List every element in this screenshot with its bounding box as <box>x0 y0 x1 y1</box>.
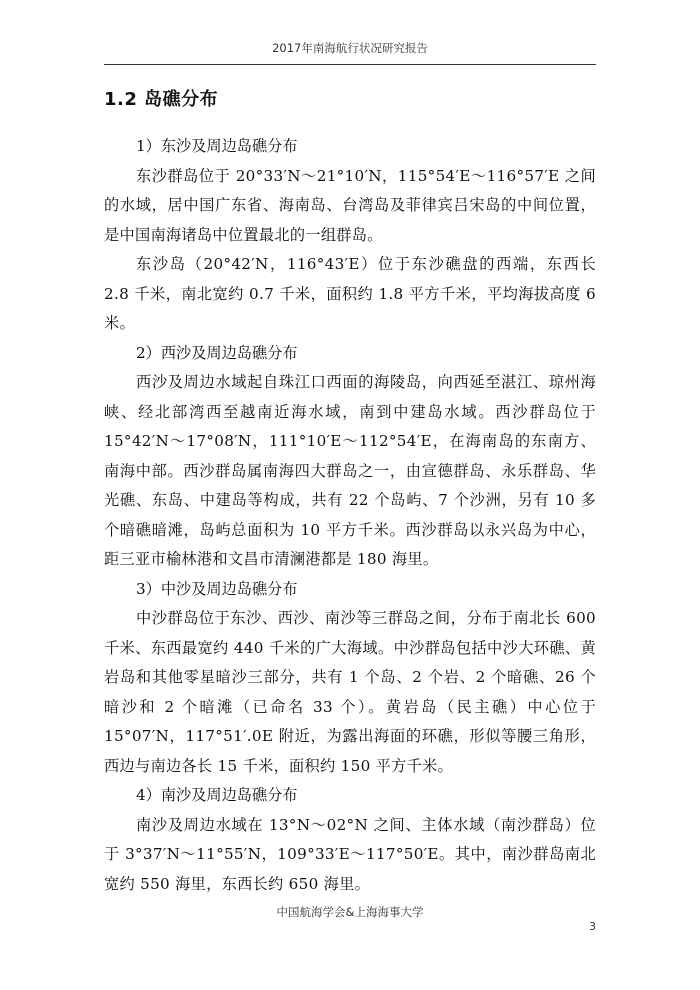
document-body <box>104 86 596 899</box>
page-number: 3 <box>589 920 596 933</box>
subsection-title: 4）南沙及周边岛礁分布 <box>136 786 298 804</box>
subsection-title: 2）西沙及周边岛礁分布 <box>136 343 298 362</box>
paragraph: 西沙及周边水域起自珠江口西面的海陵岛，向西延至湛江、琼州海峡、经北部湾西至越南近海水域，南到中建岛水域。西沙群岛位于 15°42′N～17°08′N，111°10′E～112°54′E，在海南岛的东南方、南海中部。西沙群岛属南海四大群岛之一，由宣德群岛、永乐群岛、华光礁、东岛、中建岛等构成，共有 22 个岛屿、7 个沙洲，另有 10 多个暗礁暗滩，岛屿总面积为 10 平方千米。西沙群岛以永兴岛为中心，距三亚市榆林港和文昌市清澜港都是 180 海里。 <box>104 373 596 568</box>
paragraph: 东沙群岛位于 20°33′N～21°10′N，115°54′E～116°57′E 之间的水域，居中国广东省、海南岛、台湾岛及菲律宾吕宋岛的中间位置，是中国南海诸岛中位置最北的一组群岛。 <box>104 166 596 244</box>
subsection-zhongsha <box>104 575 596 782</box>
subsection-nansha <box>104 781 596 899</box>
section-title: 1.2 岛礁分布 <box>104 89 219 110</box>
header-rule <box>104 64 596 65</box>
subsection-title: 1）东沙及周边岛礁分布 <box>136 137 298 155</box>
subsection-dongsha <box>104 132 596 339</box>
paragraph: 中沙群岛位于东沙、西沙、南沙等三群岛之间，分布于南北长 600 千米、东西最宽约 440 千米的广大海域。中沙群岛包括中沙大环礁、黄岩岛和其他零星暗沙三部分，共有 1 个岛、2 个岩、2 个暗礁、26 个暗沙和 2 个暗滩（已命名 33 个）。黄岩岛（民主礁）中心位于 15°07′N，117°51′.0E 附近，为露出海面的环礁，形似等腰三角形，西边与南边各长 15 千米，面积约 150 平方千米。 <box>104 609 596 775</box>
footer-organization: 中国航海学会&上海海事大学 <box>276 905 424 919</box>
subsection-xisha <box>104 339 596 575</box>
running-header: 2017年南海航行状况研究报告 <box>272 41 428 55</box>
paragraph: 南沙及周边水域在 13°N～02°N 之间、主体水域（南沙群岛）位于 3°37′N～11°55′N，109°33′E～117°50′E。其中，南沙群岛南北宽约 550 海里，东西长约 650 海里。 <box>104 815 596 893</box>
paragraph: 东沙岛（20°42′N，116°43′E）位于东沙礁盘的西端，东西长 2.8 千米，南北宽约 0.7 千米，面积约 1.8 平方千米，平均海拔高度 6 米。 <box>104 255 596 332</box>
subsection-title: 3）中沙及周边岛礁分布 <box>136 579 298 598</box>
